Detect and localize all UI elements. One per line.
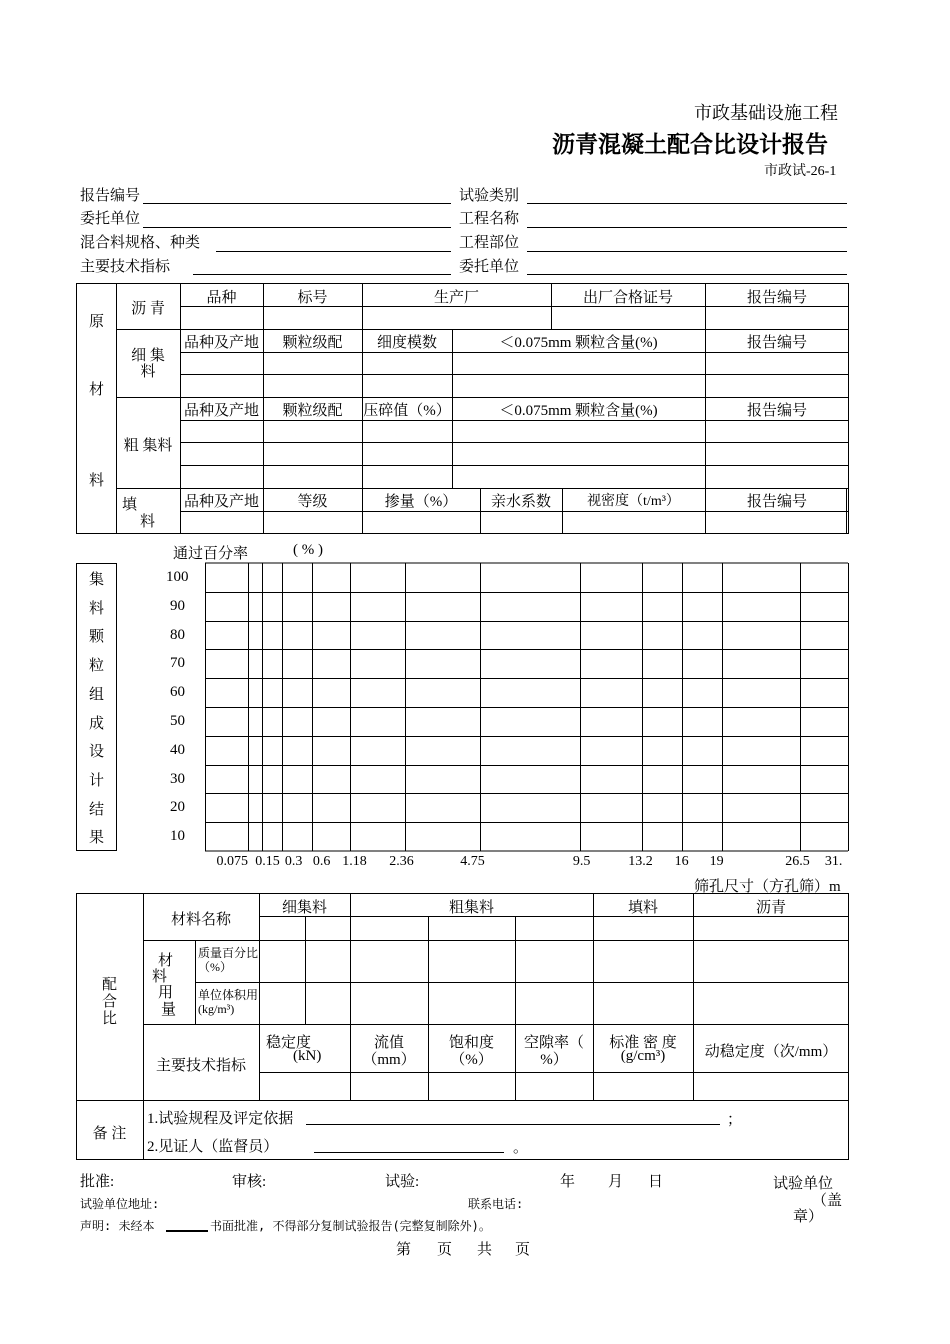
asphalt-label: 沥 青: [131, 301, 165, 317]
filler-h-origin: 品种及产地: [183, 494, 259, 510]
chart-side-char: 集: [89, 572, 105, 588]
filler-h-level: 等级: [297, 494, 328, 510]
client-label: 委托单位: [80, 211, 141, 227]
project-part-label: 工程部位: [459, 235, 520, 251]
remarks-line1-end: ；: [727, 1112, 743, 1128]
remarks-line1: 1.试验规程及评定依据: [147, 1111, 294, 1127]
filler-h-dosage: 掺量（%）: [384, 494, 458, 510]
mix-h-fine: 细集料: [281, 900, 327, 916]
raw-group-label-2: 材: [89, 382, 105, 398]
dyn-stability: 动稳定度（次/mm）: [704, 1044, 838, 1060]
asphalt-h-cert: 出厂合格证号: [582, 290, 673, 306]
chart-side-char: 料: [89, 600, 105, 617]
filler-h-density: 视密度（t/m³）: [587, 494, 680, 509]
chart-y-tick: 40: [170, 741, 185, 758]
chart-y-tick: 90: [170, 597, 185, 614]
day-label: 日: [648, 1174, 664, 1190]
client2-label: 委托单位: [459, 259, 520, 275]
chart-y-tick: 60: [170, 684, 185, 701]
chart-y-tick: 20: [170, 799, 185, 816]
usage-label-3: 用: [158, 985, 174, 1001]
density-2: (g/cm³): [620, 1048, 666, 1064]
form-number: 市政试-26-1: [764, 164, 837, 179]
statement-blank[interactable]: [166, 1230, 208, 1232]
mix-material-name: 材料名称: [170, 912, 231, 928]
void-2: %）: [540, 1052, 568, 1068]
project-name-label: 工程名称: [459, 211, 520, 227]
mix-side-1: 配: [102, 977, 118, 993]
remarks-line2: 2.见证人（监督员）: [147, 1139, 279, 1155]
raw-group-label-1: 原: [89, 314, 105, 330]
coarse-h-grading: 颗粒级配: [282, 403, 343, 419]
usage-label-1: 材: [158, 953, 174, 969]
test-unit-label: 试验单位: [773, 1176, 834, 1192]
fine-h-fineness: 细度模数: [376, 335, 437, 351]
chart-x-tick: 4.75: [460, 854, 485, 869]
mix-h-asphalt: 沥青: [755, 900, 786, 916]
saturation-1: 饱和度: [448, 1035, 494, 1051]
chart-x-tick: 31.: [824, 854, 843, 869]
filler-h-hydro: 亲水系数: [490, 494, 551, 510]
mix-spec-label: 混合料规格、种类: [80, 235, 201, 251]
chart-y-tick: 30: [170, 770, 185, 787]
chart-x-title: 筛孔尺寸（方孔筛）m: [694, 879, 841, 895]
mix-h-coarse: 粗集料: [448, 900, 494, 916]
chart-side-char: 果: [89, 830, 105, 847]
remarks-label: 备 注: [92, 1126, 127, 1142]
month-label: 月: [608, 1174, 624, 1190]
year-label: 年: [560, 1174, 576, 1190]
coarse-h-report: 报告编号: [746, 403, 807, 419]
unit-vol-label: 单位体积用(kg/m³): [198, 988, 259, 1016]
statement-1: 声明: 未经本: [80, 1219, 155, 1233]
asphalt-h-report: 报告编号: [746, 290, 807, 306]
raw-group-label-3: 料: [89, 473, 105, 489]
mix-side-3: 比: [102, 1011, 118, 1027]
chart-x-tick: 13.2: [628, 854, 653, 869]
tech-index-label: 主要技术指标: [80, 259, 171, 275]
chart-side-char: 计: [89, 772, 105, 789]
filler-h-report: 报告编号: [746, 494, 807, 510]
chart-side-char: 成: [89, 715, 105, 732]
chart-side-char: 结: [89, 801, 105, 818]
seal-2: 章）: [793, 1209, 824, 1225]
page-label-2: 页: [437, 1242, 453, 1258]
chart-y-tick: 70: [170, 655, 185, 672]
asphalt-h-grade: 标号: [297, 290, 328, 306]
mix-side-2: 合: [102, 994, 118, 1010]
asphalt-h-maker: 生产厂: [433, 290, 479, 306]
fine-h-origin: 品种及产地: [183, 335, 259, 351]
chart-side-char: 粒: [89, 658, 105, 675]
chart-x-tick: 19: [709, 854, 724, 869]
chart-x-tick: 0.3: [284, 854, 303, 869]
chart-x-tick: 16: [674, 854, 689, 869]
chart-y-tick: 50: [170, 713, 185, 729]
report-no-label: 报告编号: [80, 188, 141, 204]
filler-label-top: 填: [122, 497, 138, 513]
flow-2: （mm）: [362, 1052, 416, 1068]
flow-1: 流值: [373, 1035, 404, 1051]
filler-label-bottom: 料: [140, 514, 156, 530]
chart-side-char: 组: [89, 686, 105, 703]
fine-label: 细 集 料: [131, 348, 165, 380]
usage-label-4: 量: [161, 1002, 177, 1018]
coarse-label: 粗 集料: [123, 438, 173, 454]
fine-h-grading: 颗粒级配: [282, 335, 343, 351]
seal-1: （盖: [812, 1193, 843, 1209]
chart-y-title: 通过百分率: [173, 546, 249, 562]
chart-x-tick: 0.6: [312, 854, 331, 869]
fine-h-content: ＜0.075mm 颗粒含量(%): [499, 335, 658, 351]
asphalt-h-variety: 品种: [206, 290, 237, 306]
chart-y-tick: 10: [170, 828, 185, 845]
chart-x-tick: 2.36: [389, 854, 414, 869]
org-name: 市政基础设施工程: [694, 103, 838, 123]
coarse-h-origin: 品种及产地: [183, 403, 259, 419]
address-label: 试验单位地址:: [80, 1197, 160, 1211]
statement-2: 书面批准, 不得部分复制试验报告(完整复制除外)。: [210, 1219, 491, 1233]
remarks-line2-blank[interactable]: [314, 1152, 504, 1153]
density-1: 标准 密 度: [609, 1035, 677, 1051]
stability-1: 稳定度: [266, 1035, 312, 1051]
page-label-1: 第: [396, 1242, 412, 1258]
mass-pct-label: 质量百分比（%）: [198, 946, 259, 974]
saturation-2: （%）: [450, 1052, 493, 1068]
coarse-h-crush: 压碎值（%）: [363, 403, 451, 419]
page-label-4: 页: [515, 1242, 531, 1258]
chart-side-char: 设: [89, 744, 105, 761]
test-type-label: 试验类别: [459, 188, 520, 204]
chart-y-unit: ( % ): [293, 542, 323, 558]
chart-x-tick: 1.18: [342, 854, 367, 869]
review-label: 审核:: [232, 1174, 267, 1190]
chart-x-tick: 0.075: [216, 854, 248, 869]
chart-x-tick: 0.15: [255, 854, 280, 869]
chart-x-tick: 9.5: [572, 854, 591, 869]
stability-2: (kN): [293, 1048, 322, 1064]
phone-label: 联系电话:: [468, 1197, 524, 1211]
chart-x-tick: 26.5: [785, 854, 810, 869]
mix-h-filler: 填料: [627, 900, 658, 916]
page-label-3: 共: [477, 1242, 493, 1258]
mix-tech-label: 主要技术指标: [155, 1058, 246, 1074]
page-title: 沥青混凝土配合比设计报告: [552, 132, 828, 158]
chart-side-char: 颗: [89, 629, 105, 646]
remarks-line1-blank[interactable]: [306, 1124, 720, 1125]
void-1: 空隙率（: [523, 1035, 584, 1051]
chart-y-tick: 100: [166, 569, 189, 585]
usage-label-2: 料: [152, 969, 168, 985]
test-label: 试验:: [385, 1174, 420, 1190]
fine-h-report: 报告编号: [746, 335, 807, 351]
approve-label: 批准:: [80, 1174, 115, 1190]
remarks-line2-end: 。: [513, 1140, 529, 1156]
coarse-h-content: ＜0.075mm 颗粒含量(%): [499, 403, 658, 419]
chart-y-tick: 80: [170, 626, 185, 643]
